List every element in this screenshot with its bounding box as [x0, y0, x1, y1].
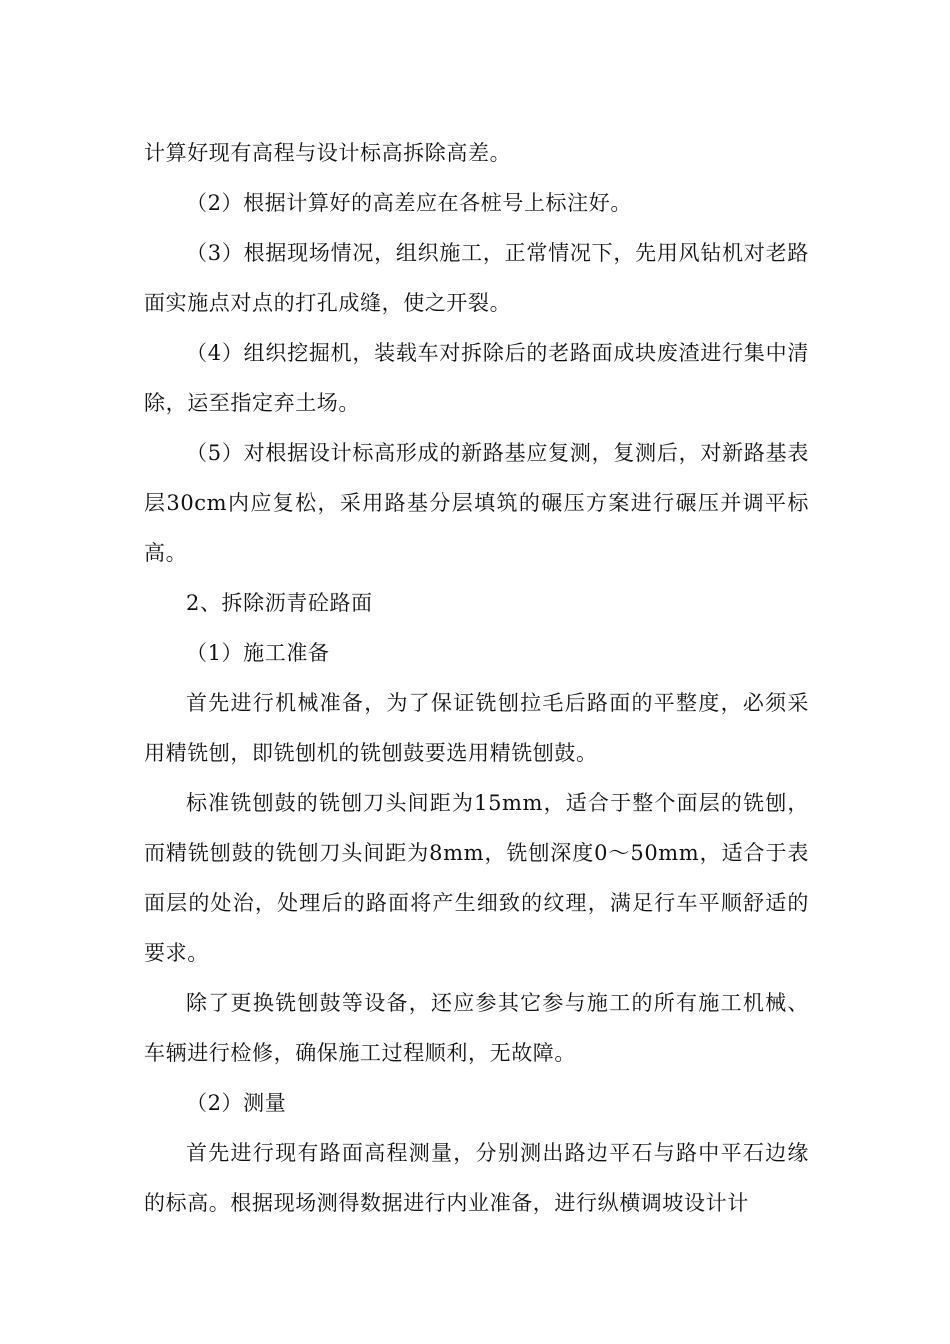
paragraph-8: 除了更换铣刨鼓等设备，还应参其它参与施工的所有施工机械、车辆进行检修，确保施工过程顺利，无故障。 [144, 991, 809, 1065]
paragraph-6: 首先进行机械准备，为了保证铣刨拉毛后路面的平整度，必须采用精铣刨，即铣刨机的铣刨鼓要选用精铣刨鼓。 [144, 691, 809, 765]
paragraph-4: （4）组织挖掘机，装载车对拆除后的老路面成块废渣进行集中清除，运至指定弃土场。 [144, 341, 809, 415]
section-heading-2: 2、拆除沥青砼路面 [186, 591, 373, 615]
paragraph-9: 首先进行现有路面高程测量，分别测出路边平石与路中平石边缘的标高。根据现场测得数据进行内业准备，进行纵横调坡设计计 [144, 1141, 809, 1215]
paragraph-5: （5）对根据设计标高形成的新路基应复测，复测后，对新路基表层30cm内应复松，采用路基分层填筑的碾压方案进行碾压并调平标高。 [144, 441, 809, 565]
subsection-heading-2: （2）测量 [186, 1091, 287, 1115]
subsection-heading-1: （1）施工准备 [186, 641, 330, 665]
paragraph-1: 计算好现有高程与设计标高拆除高差。 [144, 141, 512, 165]
paragraph-7: 标准铣刨鼓的铣刨刀头间距为15mm，适合于整个面层的铣刨，而精铣刨鼓的铣刨刀头间距为8mm，铣刨深度0～50mm，适合于表面层的处治，处理后的路面将产生细致的纹理，满足行车平顺舒适的要求。 [144, 791, 809, 965]
paragraph-2: （2）根据计算好的高差应在各桩号上标注好。 [186, 191, 632, 215]
document-body [144, 128, 809, 1228]
paragraph-3: （3）根据现场情况，组织施工，正常情况下，先用风钻机对老路面实施点对点的打孔成缝，使之开裂。 [144, 241, 809, 315]
